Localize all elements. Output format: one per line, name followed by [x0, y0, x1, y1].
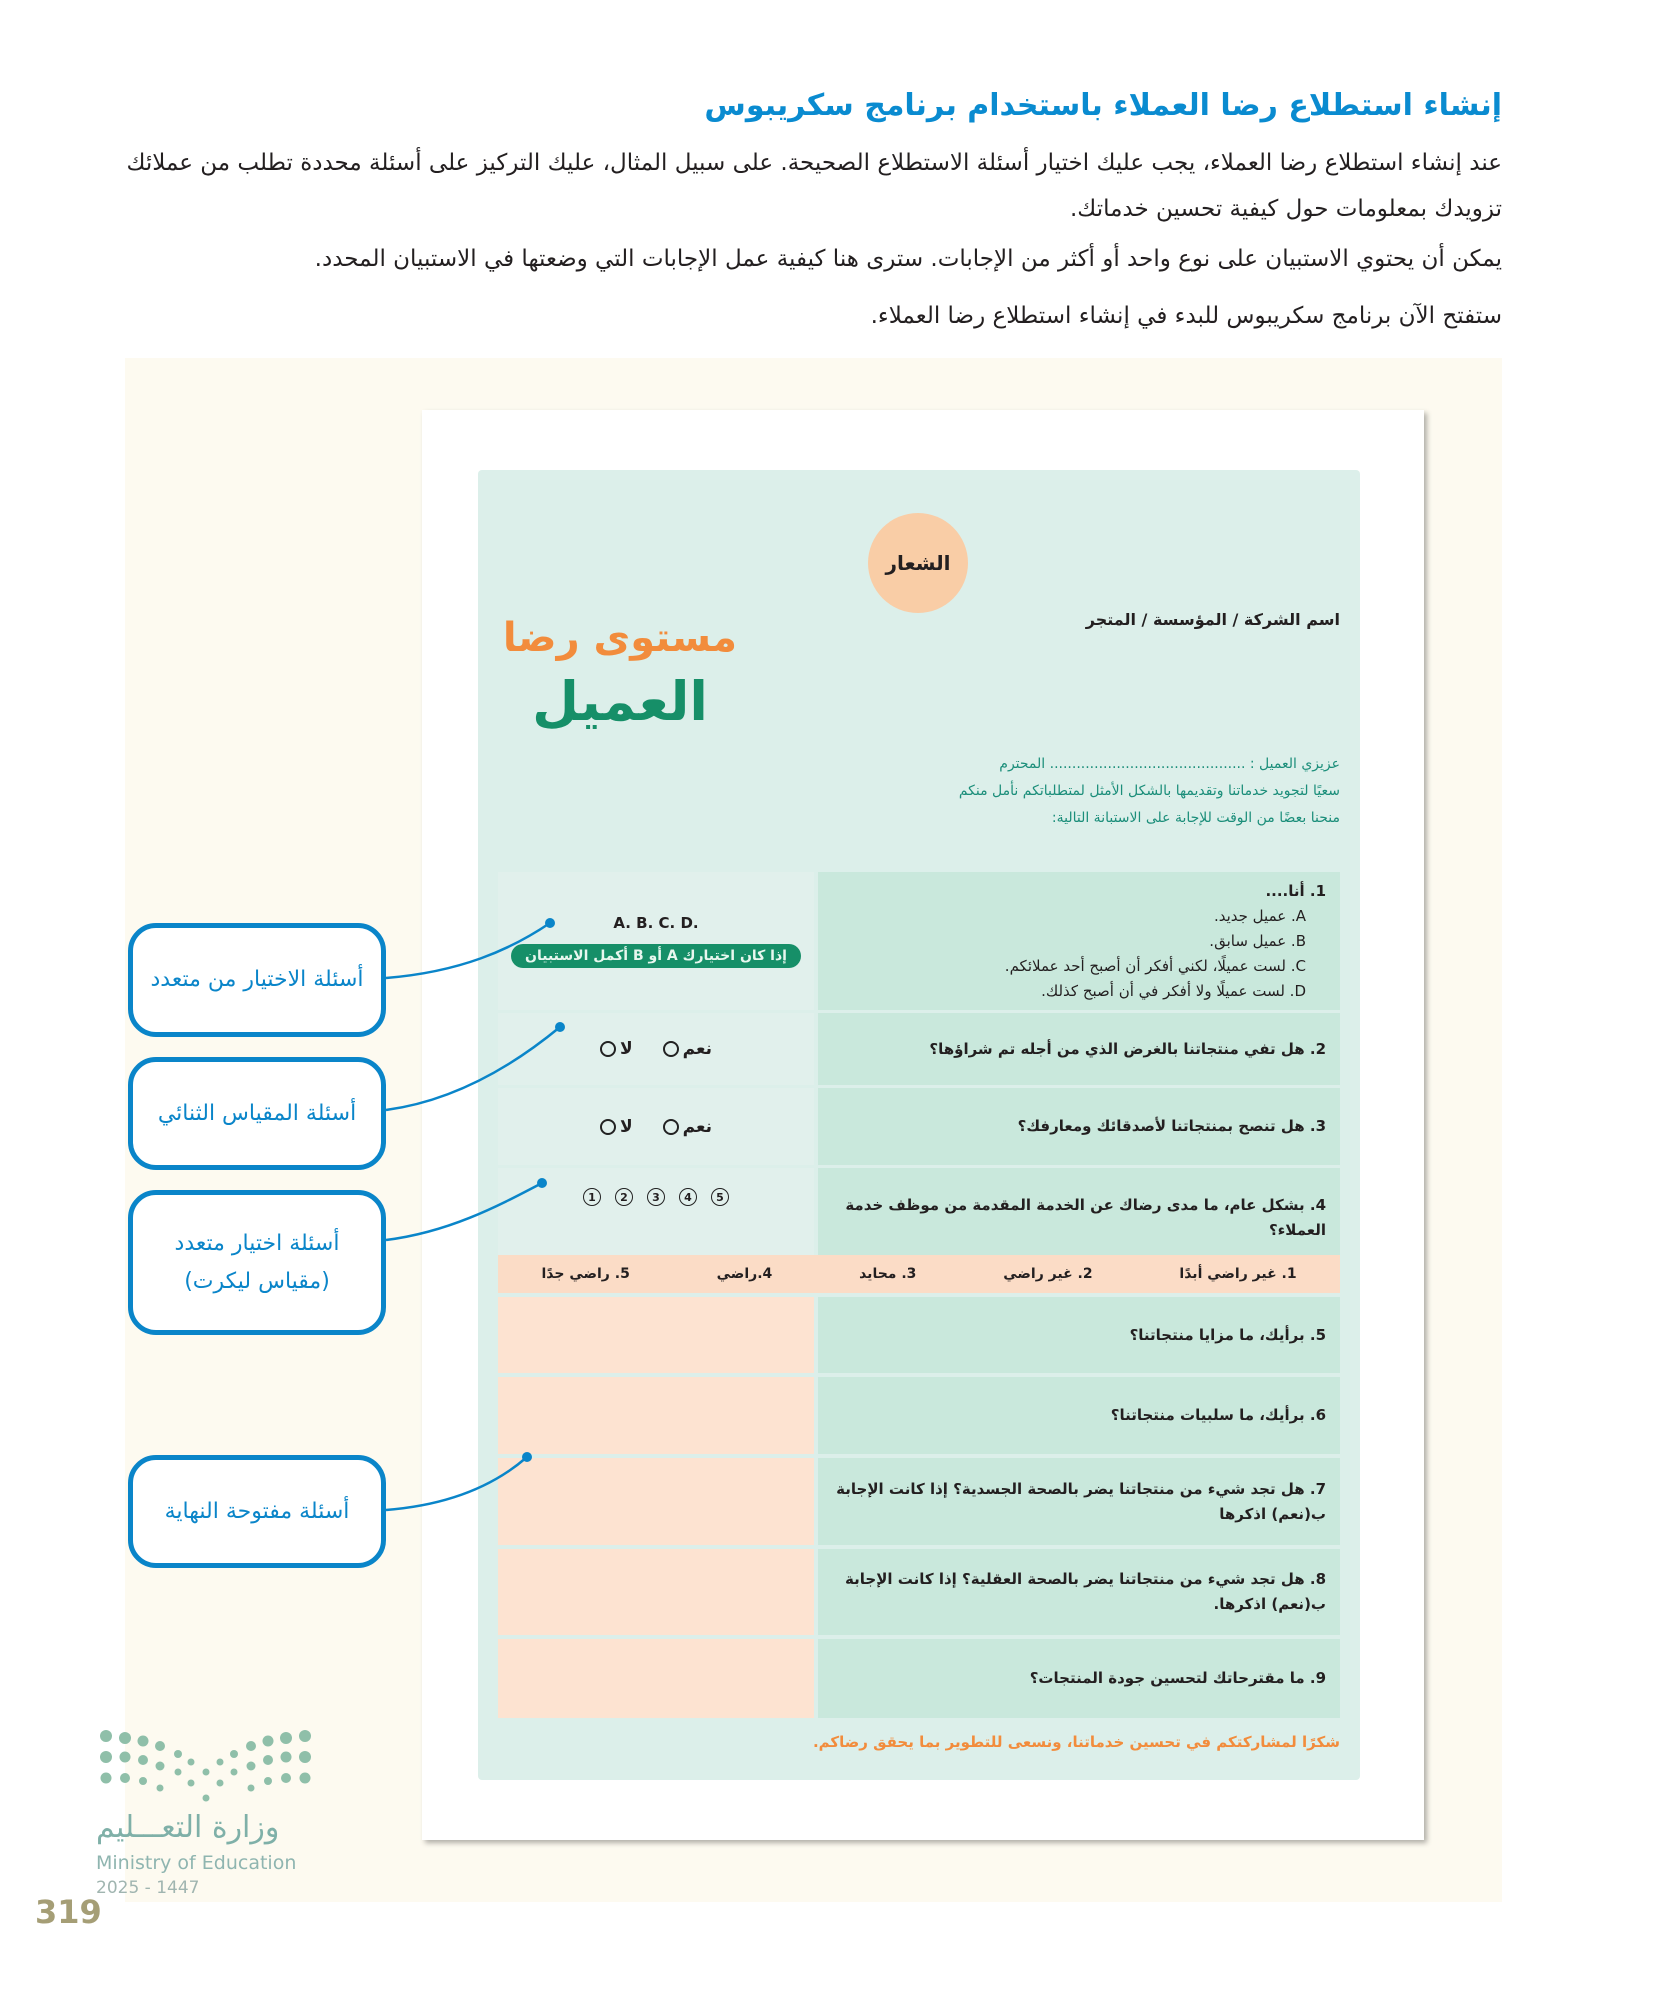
connector-line	[386, 923, 550, 978]
scale-option[interactable]: 5	[711, 1188, 729, 1206]
ministry-logo-icon	[98, 1728, 313, 1803]
thank-you-note: شكرًا لمشاركتكم في تحسين خدماتنا، ونسعى للتطوير بما يحقق رضاكم.	[812, 1733, 1340, 1751]
question-text: 1. أنا....	[1265, 881, 1326, 900]
callout-binary-scale: أسئلة المقياس الثنائي	[128, 1057, 386, 1170]
scale-option[interactable]: 4	[679, 1188, 697, 1206]
yes-label: نعم	[682, 1039, 712, 1059]
survey-title-line1: مستوى رضا	[502, 615, 738, 661]
ministry-name-en: Ministry of Education	[96, 1852, 297, 1874]
paragraph: عند إنشاء استطلاع رضا العملاء، يجب عليك اختيار أسئلة الاستطلاع الصحيحة. على سبيل المثال، عليك التركيز على أسئلة محددة تطلب من عملائك تزويدك بمعلومات حول كيفية تحسين خدماتك.	[126, 150, 1502, 222]
edition-year: 2025 - 1447	[96, 1878, 200, 1898]
greeting-line: منحنا بعضًا من الوقت للإجابة على الاستبانة التالية:	[1051, 810, 1340, 826]
scale-option[interactable]: 1	[583, 1188, 601, 1206]
condition-note: إذا كان اختيارك A أو B أكمل الاستبيان	[511, 944, 801, 968]
no-label: لا	[620, 1039, 633, 1059]
question-cell: 5. برأيك، ما مزايا منتجاتنا؟	[818, 1297, 1340, 1373]
likert-label: 1. غير راضي أبدًا	[1179, 1266, 1297, 1282]
option-letters: A. B. C. D.	[613, 914, 699, 932]
option: D. لست عميلًا ولا أفكر في أن أصبح كذلك.	[1041, 981, 1306, 1000]
likert-label: 4.راضي	[716, 1266, 773, 1282]
callout-open-ended: أسئلة مفتوحة النهاية	[128, 1455, 386, 1568]
paragraph: ستفتح الآن برنامج سكريبوس للبدء في إنشاء استطلاع رضا العملاء.	[870, 303, 1502, 329]
question-cell: 3. هل تنصح بمنتجاتنا لأصدقائك ومعارفك؟	[818, 1088, 1340, 1165]
scale-option[interactable]: 2	[615, 1188, 633, 1206]
question-cell: 4. بشكل عام، ما مدى رضاك عن الخدمة المقدمة من موظف خدمة العملاء؟	[818, 1168, 1340, 1255]
scale-option[interactable]: 3	[647, 1188, 665, 1206]
likert-label: 3. محايد	[859, 1266, 917, 1282]
likert-label: 2. غير راضي	[1003, 1266, 1093, 1282]
callout-likert: أسئلة اختيار متعدد (مقياس ليكرت)	[128, 1190, 386, 1335]
likert-label: 5. راضي جدًا	[541, 1266, 630, 1282]
section-heading: إنشاء استطلاع رضا العملاء باستخدام برنامج سكريبوس	[704, 88, 1502, 123]
question-cell: 8. هل تجد شيء من منتجاتنا يضر بالصحة العقلية؟ إذا كانت الإجابة ب(نعم) اذكرها.	[818, 1549, 1340, 1635]
page-number: 319	[35, 1893, 102, 1931]
survey-title-line2: العميل	[532, 670, 708, 733]
connector-dot	[522, 1452, 532, 1462]
connector-dot	[555, 1022, 565, 1032]
connector-line	[386, 1457, 527, 1510]
ministry-name-ar: وزارة التعـــليم	[96, 1810, 280, 1845]
question-cell: 6. برأيك، ما سلبيات منتجاتنا؟	[818, 1377, 1340, 1454]
company-name: اسم الشركة / المؤسسة / المتجر	[1085, 610, 1340, 629]
option: A. عميل جديد.	[1213, 906, 1306, 925]
connector-dot	[537, 1178, 547, 1188]
paragraph: يمكن أن يحتوي الاستبيان على نوع واحد أو أكثر من الإجابات. سترى هنا كيفية عمل الإجابات التي وضعتها في الاستبيان المحدد.	[314, 246, 1502, 272]
no-label: لا	[620, 1116, 633, 1137]
greeting-line: عزيزي العميل : ............................................ المحترم	[999, 756, 1340, 772]
question-cell: 9. ما مقترحاتك لتحسين جودة المنتجات؟	[818, 1639, 1340, 1718]
connector-line	[386, 1027, 560, 1110]
connector-line	[386, 1183, 542, 1240]
option: C. لست عميلًا، لكني أفكر أن أصبح أحد عملائكم.	[1004, 956, 1306, 975]
question-cell: 7. هل تجد شيء من منتجاتنا يضر بالصحة الجسدية؟ إذا كانت الإجابة ب(نعم) اذكرها	[818, 1458, 1340, 1545]
question-cell: 2. هل تفي منتجاتنا بالغرض الذي من أجله تم شراؤها؟	[818, 1013, 1340, 1085]
connector-dot	[545, 918, 555, 928]
logo-label: الشعار	[885, 551, 951, 575]
yes-label: نعم	[682, 1116, 712, 1137]
option: B. عميل سابق.	[1209, 931, 1306, 950]
greeting-line: سعيًا لتجويد خدماتنا وتقديمها بالشكل الأمثل لمتطلباتكم نأمل منكم	[958, 783, 1340, 799]
callout-multiple-choice: أسئلة الاختيار من متعدد	[128, 923, 386, 1037]
